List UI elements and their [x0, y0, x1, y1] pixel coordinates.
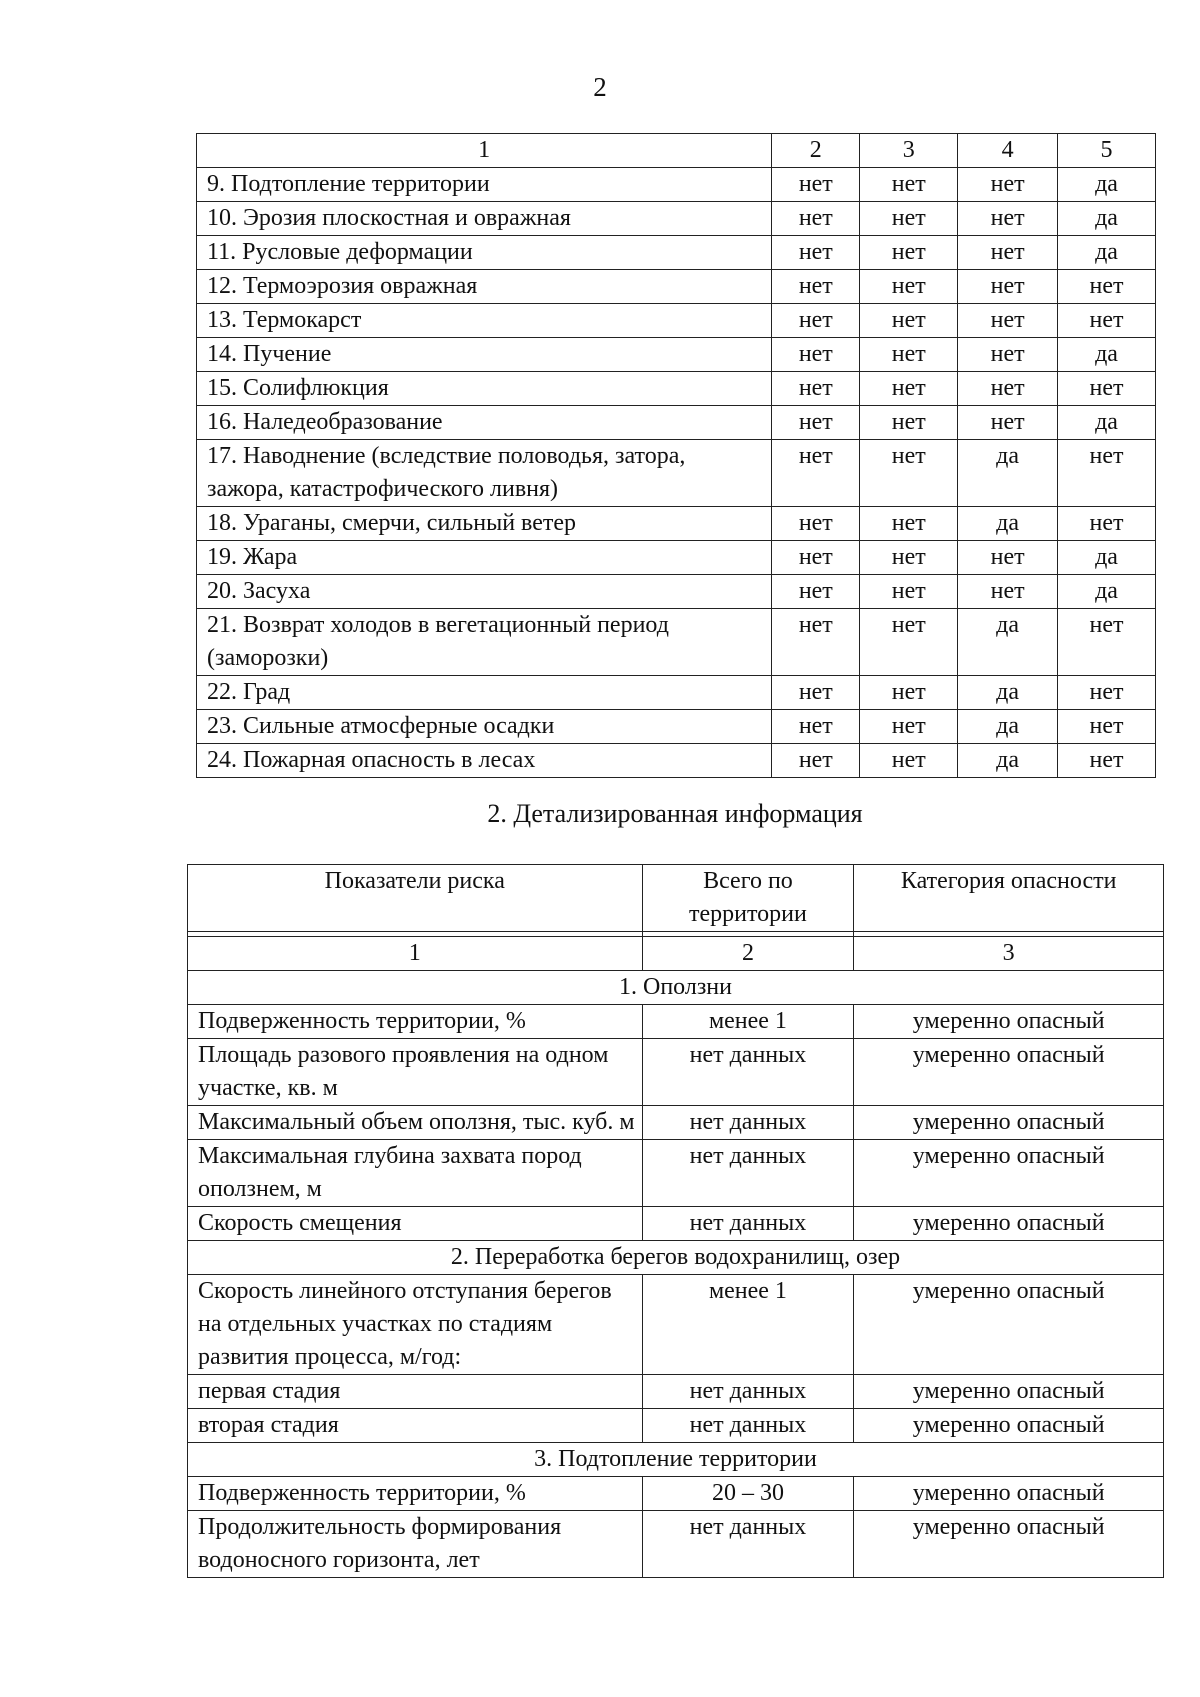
indicator-total: нет данных	[642, 1409, 854, 1443]
hazard-value: нет	[772, 744, 860, 778]
hazard-value: нет	[860, 744, 958, 778]
table-row	[197, 609, 1156, 676]
hazard-value: нет	[772, 440, 860, 507]
hazard-value: нет	[772, 575, 860, 609]
hazard-value: нет	[772, 609, 860, 676]
table-row	[188, 1375, 1164, 1409]
header-row	[188, 865, 1164, 932]
indicator-total: 20 – 30	[642, 1477, 854, 1511]
table-row	[197, 406, 1156, 440]
page-number: 2	[593, 72, 607, 102]
hazard-value: нет	[860, 168, 958, 202]
indicator-category: умеренно опасный	[854, 1275, 1164, 1375]
indicator-category: умеренно опасный	[854, 1039, 1164, 1106]
hazard-value: нет	[958, 406, 1058, 440]
hazard-value: да	[958, 440, 1058, 507]
hazard-value: нет	[772, 202, 860, 236]
table-row	[188, 1140, 1164, 1207]
hazard-presence-table	[196, 133, 1156, 778]
section-row	[188, 1443, 1164, 1477]
table-row	[188, 1106, 1164, 1140]
table-row	[197, 575, 1156, 609]
hazard-value: нет	[860, 541, 958, 575]
hazard-value: да	[958, 744, 1058, 778]
hazard-name: 15. Солифлюкция	[197, 372, 772, 406]
column-number: 2	[642, 937, 854, 971]
hazard-value: да	[1058, 338, 1156, 372]
indicator-name: Площадь разового проявления на одном участке, кв. м	[188, 1039, 643, 1106]
hazard-value: нет	[1058, 440, 1156, 507]
hazard-value: нет	[958, 575, 1058, 609]
indicator-category: умеренно опасный	[854, 1511, 1164, 1578]
hazard-value: нет	[860, 676, 958, 710]
hazard-value: нет	[860, 507, 958, 541]
hazard-value: да	[1058, 541, 1156, 575]
hazard-value: нет	[958, 338, 1058, 372]
table-row	[188, 1039, 1164, 1106]
hazard-value: да	[958, 676, 1058, 710]
hazard-value: нет	[860, 440, 958, 507]
table-row	[197, 372, 1156, 406]
hazard-value: да	[1058, 236, 1156, 270]
indicator-total: менее 1	[642, 1005, 854, 1039]
indicator-total: нет данных	[642, 1207, 854, 1241]
table-row	[197, 541, 1156, 575]
table-row	[197, 304, 1156, 338]
hazard-value: нет	[772, 304, 860, 338]
hazard-value: нет	[1058, 372, 1156, 406]
indicator-category: умеренно опасный	[854, 1207, 1164, 1241]
indicator-total: нет данных	[642, 1140, 854, 1207]
hazard-value: нет	[1058, 304, 1156, 338]
table-row	[188, 1409, 1164, 1443]
table-row	[197, 202, 1156, 236]
hazard-value: нет	[772, 270, 860, 304]
section-title: 3. Подтопление территории	[188, 1443, 1164, 1477]
section-title: 2. Переработка берегов водохранилищ, озер	[188, 1241, 1164, 1275]
hazard-value: да	[1058, 406, 1156, 440]
hazard-value: нет	[860, 406, 958, 440]
indicator-name: Максимальный объем оползня, тыс. куб. м	[188, 1106, 643, 1140]
hazard-name: 9. Подтопление территории	[197, 168, 772, 202]
table-row	[188, 1275, 1164, 1375]
indicator-category: умеренно опасный	[854, 1140, 1164, 1207]
hazard-value: нет	[958, 304, 1058, 338]
hazard-value: нет	[772, 507, 860, 541]
hazard-name: 10. Эрозия плоскостная и овражная	[197, 202, 772, 236]
hazard-value: нет	[860, 270, 958, 304]
table-row	[197, 710, 1156, 744]
hazard-value: нет	[958, 270, 1058, 304]
hazard-name: 14. Пучение	[197, 338, 772, 372]
hazard-name: 13. Термокарст	[197, 304, 772, 338]
indicator-name: Скорость линейного отступания берегов на отдельных участках по стадиям развития процесса, м/год:	[188, 1275, 643, 1375]
hazard-value: нет	[1058, 676, 1156, 710]
header-total: Всего по территории	[642, 865, 854, 932]
column-number: 2	[772, 134, 860, 168]
table-row	[188, 1207, 1164, 1241]
hazard-value: нет	[958, 541, 1058, 575]
hazard-name: 16. Наледеобразование	[197, 406, 772, 440]
table-row	[188, 1005, 1164, 1039]
hazard-name: 12. Термоэрозия овражная	[197, 270, 772, 304]
header-indicator: Показатели риска	[188, 865, 643, 932]
indicator-name: Подверженность территории, %	[188, 1005, 643, 1039]
indicator-category: умеренно опасный	[854, 1005, 1164, 1039]
hazard-value: нет	[860, 304, 958, 338]
table-row	[197, 338, 1156, 372]
column-number-row	[197, 134, 1156, 168]
hazard-name: 19. Жара	[197, 541, 772, 575]
indicator-name: Подверженность территории, %	[188, 1477, 643, 1511]
column-number: 3	[854, 937, 1164, 971]
hazard-value: нет	[958, 202, 1058, 236]
hazard-value: нет	[860, 236, 958, 270]
indicator-category: умеренно опасный	[854, 1409, 1164, 1443]
hazard-value: нет	[958, 168, 1058, 202]
hazard-value: нет	[772, 541, 860, 575]
hazard-value: нет	[772, 406, 860, 440]
indicator-category: умеренно опасный	[854, 1477, 1164, 1511]
hazard-value: да	[958, 609, 1058, 676]
table-row	[188, 1477, 1164, 1511]
hazard-value: нет	[860, 202, 958, 236]
column-number: 1	[197, 134, 772, 168]
hazard-name: 24. Пожарная опасность в лесах	[197, 744, 772, 778]
column-number: 3	[860, 134, 958, 168]
hazard-value: да	[958, 710, 1058, 744]
indicator-name: первая стадия	[188, 1375, 643, 1409]
indicator-name: вторая стадия	[188, 1409, 643, 1443]
hazard-value: нет	[772, 710, 860, 744]
hazard-value: нет	[860, 338, 958, 372]
hazard-value: нет	[860, 710, 958, 744]
hazard-value: нет	[958, 372, 1058, 406]
hazard-value: нет	[1058, 507, 1156, 541]
table-row	[197, 270, 1156, 304]
indicator-total: нет данных	[642, 1039, 854, 1106]
table-row	[197, 507, 1156, 541]
hazard-value: нет	[860, 372, 958, 406]
table-row	[197, 168, 1156, 202]
table-row	[188, 1511, 1164, 1578]
indicator-name: Скорость смещения	[188, 1207, 643, 1241]
hazard-value: нет	[958, 236, 1058, 270]
hazard-name: 18. Ураганы, смерчи, сильный ветер	[197, 507, 772, 541]
section-title: 1. Оползни	[188, 971, 1164, 1005]
table-row	[197, 676, 1156, 710]
hazard-value: нет	[1058, 744, 1156, 778]
section-row	[188, 1241, 1164, 1275]
hazard-value: нет	[772, 236, 860, 270]
hazard-value: да	[1058, 575, 1156, 609]
hazard-value: нет	[772, 338, 860, 372]
hazard-value: нет	[772, 372, 860, 406]
column-number: 1	[188, 937, 643, 971]
section-row	[188, 971, 1164, 1005]
indicator-total: нет данных	[642, 1106, 854, 1140]
hazard-value: нет	[860, 575, 958, 609]
hazard-value: да	[1058, 202, 1156, 236]
table-row	[197, 440, 1156, 507]
table-row	[197, 744, 1156, 778]
indicator-total: менее 1	[642, 1275, 854, 1375]
hazard-name: 20. Засуха	[197, 575, 772, 609]
hazard-value: нет	[1058, 710, 1156, 744]
hazard-value: нет	[772, 168, 860, 202]
indicator-name: Максимальная глубина захвата пород оползнем, м	[188, 1140, 643, 1207]
indicator-total: нет данных	[642, 1375, 854, 1409]
hazard-value: да	[958, 507, 1058, 541]
hazard-value: нет	[1058, 270, 1156, 304]
header-category: Категория опасности	[854, 865, 1164, 932]
indicator-category: умеренно опасный	[854, 1375, 1164, 1409]
hazard-value: да	[1058, 168, 1156, 202]
indicator-category: умеренно опасный	[854, 1106, 1164, 1140]
hazard-value: нет	[772, 676, 860, 710]
detailed-info-table	[187, 864, 1164, 1578]
hazard-name: 22. Град	[197, 676, 772, 710]
section-heading: 2. Детализированная информация	[487, 799, 863, 828]
indicator-name: Продолжительность формирования водоносного горизонта, лет	[188, 1511, 643, 1578]
hazard-value: нет	[1058, 609, 1156, 676]
hazard-name: 11. Русловые деформации	[197, 236, 772, 270]
indicator-total: нет данных	[642, 1511, 854, 1578]
table-row	[197, 236, 1156, 270]
hazard-name: 23. Сильные атмосферные осадки	[197, 710, 772, 744]
hazard-value: нет	[860, 609, 958, 676]
column-number: 5	[1058, 134, 1156, 168]
hazard-name: 21. Возврат холодов в вегетационный период (заморозки)	[197, 609, 772, 676]
column-number: 4	[958, 134, 1058, 168]
column-number-row	[188, 937, 1164, 971]
hazard-name: 17. Наводнение (вследствие половодья, затора, зажора, катастрофического ливня)	[197, 440, 772, 507]
